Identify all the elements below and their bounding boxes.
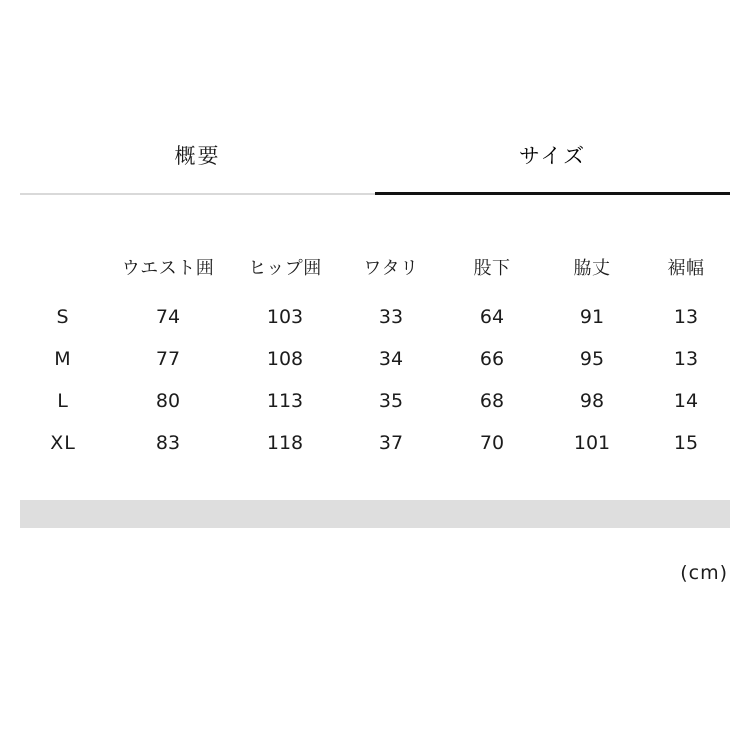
column-header-outseam: 脇丈 — [573, 258, 611, 279]
row-label-m: M — [54, 348, 72, 370]
table-row — [20, 380, 730, 422]
cell-l-outseam: 98 — [579, 390, 605, 412]
tab-overview[interactable]: 概要 — [20, 140, 375, 195]
row-label-xl: XL — [50, 432, 76, 454]
table-body — [20, 296, 730, 464]
cell-s-thigh: 33 — [378, 306, 404, 328]
cell-xl-waist: 83 — [155, 432, 181, 454]
size-table — [20, 238, 730, 464]
cell-m-outseam: 95 — [579, 348, 605, 370]
tab-size[interactable]: サイズ — [375, 140, 730, 195]
cell-xl-outseam: 101 — [573, 432, 611, 454]
cell-s-hem: 13 — [673, 306, 699, 328]
table-row — [20, 296, 730, 338]
column-header-waist: ウエスト囲 — [121, 258, 215, 279]
cell-l-waist: 80 — [155, 390, 181, 412]
cell-l-inseam: 68 — [479, 390, 505, 412]
cell-l-thigh: 35 — [378, 390, 404, 412]
column-header-thigh: ワタリ — [363, 258, 419, 279]
cell-m-waist: 77 — [155, 348, 181, 370]
cell-l-hip: 113 — [266, 390, 304, 412]
column-header-hip: ヒップ囲 — [248, 258, 322, 279]
column-header-hem: 裾幅 — [667, 258, 705, 279]
table-row — [20, 422, 730, 464]
cell-m-hem: 13 — [673, 348, 699, 370]
cell-m-thigh: 34 — [378, 348, 404, 370]
cell-m-inseam: 66 — [479, 348, 505, 370]
cell-xl-thigh: 37 — [378, 432, 404, 454]
cell-s-outseam: 91 — [579, 306, 605, 328]
row-label-s: S — [56, 306, 70, 328]
unit-note: (cm) — [680, 562, 728, 584]
table-header-row — [20, 238, 730, 296]
cell-xl-hip: 118 — [266, 432, 304, 454]
table-header — [20, 238, 730, 296]
column-header-inseam: 股下 — [473, 258, 511, 279]
table-corner-cell — [20, 238, 106, 296]
cell-xl-hem: 15 — [673, 432, 699, 454]
tab-bar — [20, 140, 730, 195]
row-label-l: L — [57, 390, 69, 412]
cell-s-inseam: 64 — [479, 306, 505, 328]
cell-m-hip: 108 — [266, 348, 304, 370]
section-divider — [20, 500, 730, 528]
cell-xl-inseam: 70 — [479, 432, 505, 454]
cell-s-waist: 74 — [155, 306, 181, 328]
cell-l-hem: 14 — [673, 390, 699, 412]
cell-s-hip: 103 — [266, 306, 304, 328]
table-row — [20, 338, 730, 380]
